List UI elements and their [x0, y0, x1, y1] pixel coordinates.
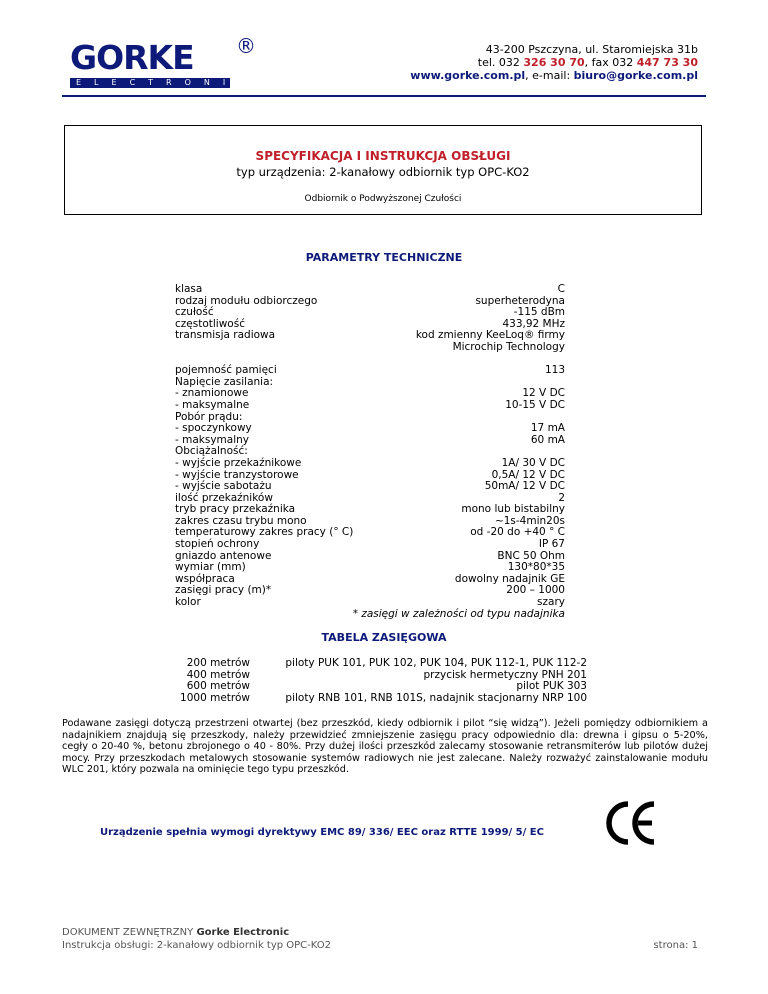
- param-row: [175, 585, 565, 597]
- param-value: 113: [544, 364, 565, 377]
- param-value: 10-15 V DC: [505, 398, 565, 411]
- params-table: [175, 284, 565, 620]
- param-value: superheterodyna: [475, 294, 565, 307]
- params-footnote: * zasięgi w zależności od typu nadajnika: [352, 607, 565, 620]
- param-label: kolor: [175, 596, 201, 609]
- range-distance: 200 metrów: [186, 657, 250, 669]
- param-value: dowolny nadajnik GE: [454, 572, 565, 585]
- param-row: [175, 400, 565, 412]
- range-devices: piloty RNB 101, RNB 101S, nadajnik stacjonarny NRP 100: [285, 691, 587, 704]
- param-value: 50mA/ 12 V DC: [484, 480, 565, 493]
- range-distance: 400 metrów: [186, 668, 250, 681]
- range-heading: TABELA ZASIĘGOWA: [321, 631, 447, 644]
- param-label: stopień ochrony: [175, 538, 260, 551]
- range-row: [150, 658, 587, 670]
- param-label: ilość przekaźników: [175, 491, 273, 504]
- param-value: 200 – 1000: [506, 584, 565, 597]
- header-divider: [62, 95, 706, 97]
- param-value: 130*80*35: [507, 561, 565, 574]
- range-devices: przycisk hermetyczny PNH 201: [423, 668, 587, 681]
- footer-company: Gorke Electronic: [196, 927, 290, 938]
- param-label: - wyjście sabotażu: [175, 480, 272, 493]
- email-link[interactable]: biuro@gorke.com.pl: [573, 69, 698, 82]
- param-label: rodzaj modułu odbiorczego: [175, 294, 318, 307]
- param-value: 0,5A/ 12 V DC: [491, 468, 565, 481]
- param-row: [175, 284, 565, 296]
- param-value: 2: [558, 491, 565, 504]
- range-note-paragraph: Podawane zasięgi dotyczą przestrzeni otwartej (bez przeszkód, kiedy odbiornik i pilot “się widzą”). Jeżeli pomiędzy odbiornikiem a nadajnikiem znajdują się przeszkody, należy przewidzieć zmniejszenie zasięgu pracy odpowiednio dla: drewna i gipsu o 5-20%, cegły o 20-40 %, betonu zbrojonego o 40 - 80%. Przy dużej ilości przeszkód zalecamy stosowanie retransmiterów lub pilotów dużej mocy. Przy przeszkodach metalowych stosowanie systemów radiowych nie jest zalecane. Należy rozważyć zainstalowanie modułu WLC 201, który pozwala na ominięcie tego typu przeszkód.: [62, 718, 708, 776]
- website-link[interactable]: www.gorke.com.pl: [410, 69, 526, 82]
- param-label: - wyjście tranzystorowe: [175, 468, 299, 481]
- registered-mark: ®: [236, 34, 256, 58]
- page-number: strona: 1: [653, 940, 698, 951]
- param-row: [175, 539, 565, 551]
- param-row: [175, 481, 565, 493]
- param-row: [175, 423, 565, 435]
- param-label: - wyjście przekaźnikowe: [175, 456, 302, 469]
- param-label: transmisja radiowa: [175, 329, 276, 342]
- param-value: od -20 do +40 ° C: [470, 526, 565, 539]
- company-address: [410, 43, 698, 82]
- range-devices: piloty PUK 101, PUK 102, PUK 104, PUK 112-1, PUK 112-2: [285, 657, 587, 669]
- param-label: tryb pracy przekaźnika: [175, 503, 296, 516]
- param-label: - maksymalny: [175, 433, 250, 446]
- param-label: gniazdo antenowe: [175, 549, 272, 562]
- param-row: [175, 458, 565, 470]
- param-label: temperaturowy zakres pracy (° C): [175, 526, 354, 539]
- fax-prefix: , fax 032: [584, 56, 637, 69]
- param-value: szary: [537, 596, 565, 609]
- param-label: zakres czasu trybu mono: [175, 514, 307, 527]
- param-label: zasięgi pracy (m)*: [175, 584, 272, 597]
- param-value: ~1s-4min20s: [494, 514, 565, 527]
- param-row: [175, 365, 565, 377]
- range-table: [150, 658, 587, 704]
- tel-prefix: tel. 032: [477, 56, 524, 69]
- device-type: typ urządzenia: 2-kanałowy odbiornik typ OPC-KO2: [236, 165, 530, 179]
- param-value: kod zmienny KeeLoq® firmy: [415, 329, 565, 342]
- document-title: SPECYFIKACJA I INSTRUKCJA OBSŁUGI: [255, 149, 511, 163]
- range-distance: 600 metrów: [186, 680, 250, 693]
- params-heading: PARAMETRY TECHNICZNE: [305, 251, 463, 264]
- device-subtitle: Odbiornik o Podwyższonej Czułości: [304, 194, 462, 204]
- param-value: C: [557, 283, 565, 295]
- logo-wordmark: GORKE: [70, 38, 194, 77]
- param-label: współpraca: [175, 572, 235, 585]
- param-label: - znamionowe: [175, 387, 249, 400]
- param-row: [175, 597, 565, 609]
- param-value: 1A/ 30 V DC: [501, 456, 565, 469]
- param-value: 17 mA: [530, 422, 565, 435]
- param-label: częstotliwość: [175, 317, 245, 330]
- range-devices: pilot PUK 303: [516, 680, 587, 693]
- param-label: czułość: [175, 306, 214, 319]
- address-line: 43-200 Pszczyna, ul. Staromiejska 31b: [485, 43, 698, 56]
- param-label: - maksymalne: [175, 398, 250, 411]
- conformity-statement: Urządzenie spełnia wymogi dyrektywy EMC 89/ 336/ EEC oraz RTTE 1999/ 5/ EC: [100, 827, 544, 838]
- ce-mark-icon: [604, 798, 664, 848]
- param-label: Napięcie zasilania:: [175, 375, 274, 388]
- param-label: klasa: [175, 283, 203, 295]
- param-row: [175, 342, 565, 354]
- param-value: mono lub bistabilny: [461, 503, 565, 516]
- param-value: IP 67: [538, 538, 565, 551]
- footer-doc-prefix: DOKUMENT ZEWNĘTRZNY: [62, 927, 197, 938]
- param-label: Obciążalność:: [175, 445, 248, 458]
- range-row: [150, 693, 587, 705]
- param-value: Microchip Technology: [452, 340, 565, 353]
- company-logo: [70, 34, 257, 90]
- param-value: BNC 50 Ohm: [497, 549, 565, 562]
- logo-subtitle: ELECTRONIC: [76, 78, 257, 87]
- param-value: 12 V DC: [522, 387, 565, 400]
- param-label: Pobór prądu:: [175, 410, 243, 423]
- fax-number: 447 73 30: [636, 56, 698, 69]
- param-label: pojemność pamięci: [175, 364, 277, 377]
- title-box: [64, 125, 702, 215]
- contact-line: [410, 69, 698, 82]
- footer-document-label: [62, 927, 289, 938]
- footer-document-title: Instrukcja obsługi: 2-kanałowy odbiornik typ OPC-KO2: [62, 940, 332, 951]
- param-value: 60 mA: [530, 433, 565, 446]
- param-label: - spoczynkowy: [175, 422, 252, 435]
- range-distance: 1000 metrów: [180, 691, 250, 704]
- param-label: wymiar (mm): [175, 561, 246, 574]
- param-row: [175, 296, 565, 308]
- param-value: 433,92 MHz: [502, 317, 565, 330]
- email-prefix: , e-mail:: [525, 69, 574, 82]
- tel-number: 326 30 70: [523, 56, 585, 69]
- param-value: -115 dBm: [513, 306, 565, 319]
- phone-line: [410, 56, 698, 69]
